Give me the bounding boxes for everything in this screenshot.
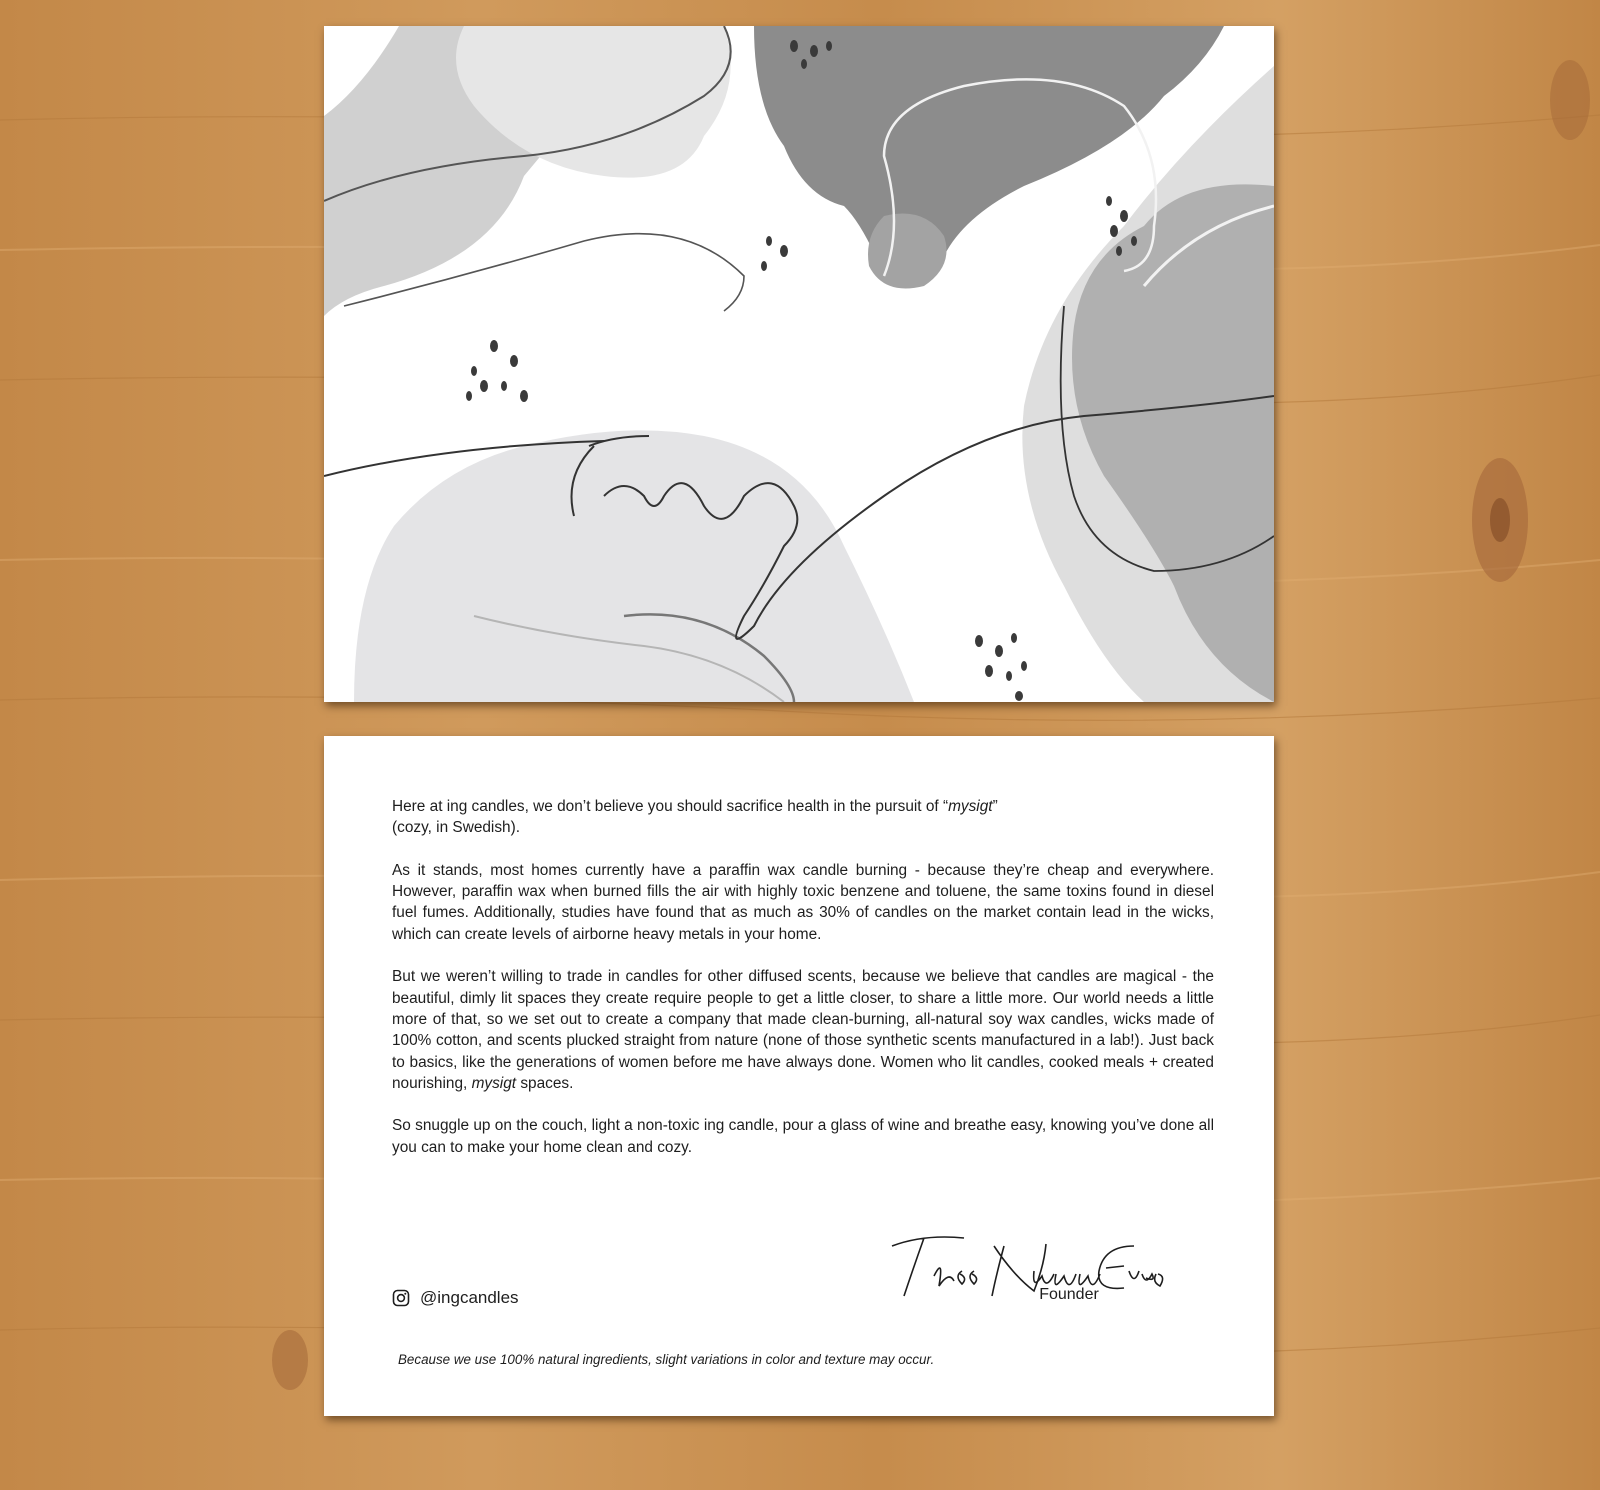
instagram-handle: @ingcandles xyxy=(420,1288,519,1307)
social-handle[interactable] xyxy=(392,1288,519,1308)
abstract-watercolor-art xyxy=(324,26,1274,702)
letter-paragraph-intro: Here at ing candles, we don’t believe you should sacrifice health in the pursuit of “mysigt” (cozy, in Swedish). xyxy=(392,798,998,837)
founder-title: Founder xyxy=(1039,1286,1099,1303)
instagram-icon xyxy=(392,1289,410,1307)
front-card xyxy=(324,26,1274,702)
letter-paragraph-closing: So snuggle up on the couch, light a non-toxic ing candle, pour a glass of wine and breathe easy, knowing you’ve done all you can to make your home clean and cozy. xyxy=(392,1117,1214,1156)
letter-body xyxy=(392,796,1214,1179)
letter-paragraph-paraffin: As it stands, most homes currently have a paraffin wax candle burning - because they’re cheap and everywhere. However, paraffin wax when burned fills the air with highly toxic benzene and toluene, the same toxins found in diesel fuel fumes. Additionally, studies have found that as much as 30% of candles on the market contain lead in the wicks, which can create levels of airborne heavy metals in your home. xyxy=(392,861,1214,943)
disclaimer-note: Because we use 100% natural ingredients, slight variations in color and texture may occur. xyxy=(398,1352,935,1367)
back-card xyxy=(324,736,1274,1416)
letter-paragraph-mission: But we weren’t willing to trade in candles for other diffused scents, because we believe that candles are magical - the beautiful, dimly lit spaces they create require people to get a little closer, to share a little more. Our world needs a little more of that, so we set out to create a company that made clean-burning, all-natural soy wax candles, wicks made of 100% cotton, and scents plucked straight from nature (none of those synthetic scents manufactured in a lab!). Just back to basics, like the generations of women before me have always done. Women who lit candles, cooked meals + created nourishing, mysigt spaces. xyxy=(392,968,1214,1092)
